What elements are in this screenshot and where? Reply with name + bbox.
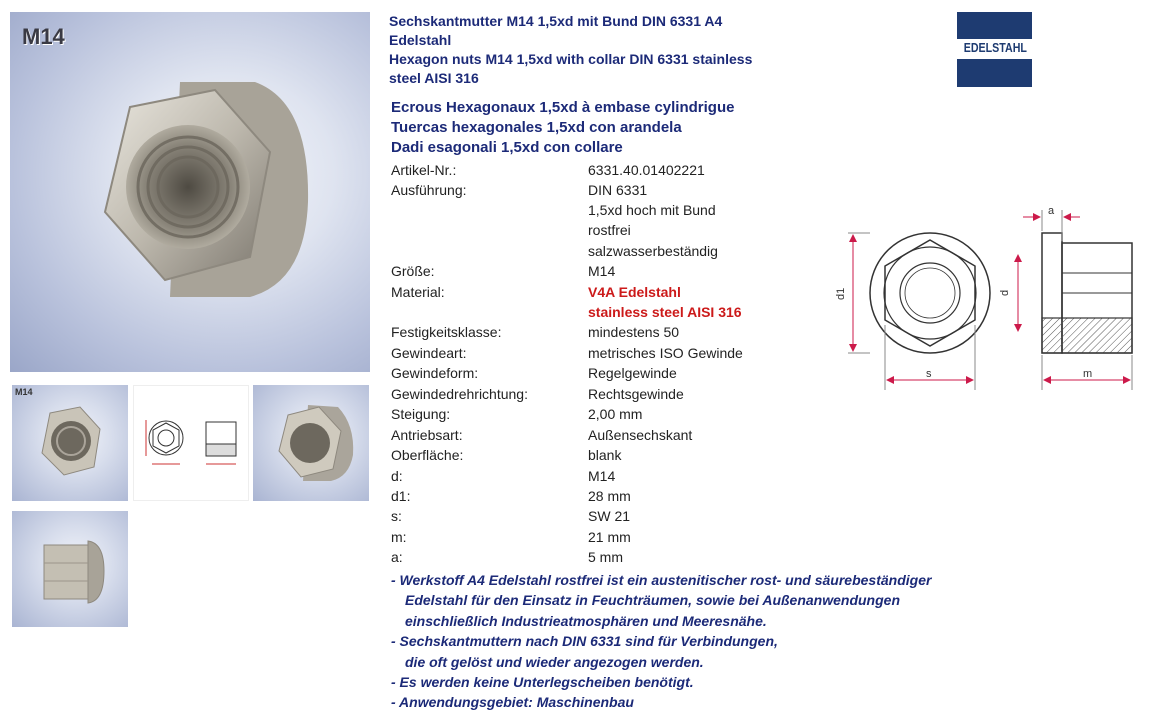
spec-label: Festigkeitsklasse: [391, 324, 502, 340]
spec-label: Gewindeart: [391, 345, 467, 361]
title-fr: Ecrous Hexagonaux 1,5xd à embase cylindrigue [391, 99, 735, 116]
spec-label: Gewindeform: [391, 365, 479, 381]
spec-label: Oberfläche: [391, 447, 464, 463]
thumbnail-photo-front[interactable] [12, 385, 128, 501]
dim-label-d: d [999, 289, 1011, 296]
technical-drawing [818, 100, 1163, 470]
drawing-thumb-icon [134, 386, 249, 501]
note-line: - Anwendungsgebiet: Maschinenbau [391, 694, 634, 710]
spec-value: M14 [588, 263, 616, 279]
title-translations [391, 98, 821, 158]
note-line: einschließlich Industrieatmosphären und Meeresnähe. [405, 613, 767, 629]
spec-value: M14 [588, 468, 616, 484]
spec-value: Außensechskant [588, 427, 693, 443]
note-line: die oft gelöst und wieder angezogen werden. [405, 654, 704, 670]
spec-value: Rechtsgewinde [588, 386, 684, 402]
thumbnail-photo-angle[interactable] [253, 385, 369, 501]
spec-value: 1,5xd hoch mit Bund [588, 202, 716, 218]
material-value: V4A Edelstahl [588, 284, 681, 300]
hex-nut-photo [10, 12, 370, 372]
front-view [870, 233, 990, 353]
title-en-line1: Hexagon nuts M14 1,5xd with collar DIN 6331 stainless [389, 51, 753, 67]
spec-label: a: [391, 549, 403, 565]
spec-value: 6331.40.01402221 [588, 162, 705, 178]
dim-label-a: a [1048, 205, 1055, 217]
spec-label: s: [391, 508, 402, 524]
edelstahl-logo [957, 12, 1032, 87]
dim-label-m: m [1083, 368, 1093, 380]
spec-label: d: [391, 468, 403, 484]
thumbnail-photo-side[interactable] [12, 511, 128, 627]
thumbnail-drawing[interactable] [133, 385, 249, 501]
spec-value: mindestens 50 [588, 324, 680, 340]
spec-label: Material: [391, 284, 445, 300]
spec-label: Gewindedrehrichtung: [391, 386, 528, 402]
spec-value: 2,00 mm [588, 406, 643, 422]
title-de-line1: Sechskantmutter M14 1,5xd mit Bund DIN 6331 A4 [389, 13, 723, 29]
spec-value: salzwasserbeständig [588, 243, 718, 259]
title-es: Tuercas hexagonales 1,5xd con arandela [391, 119, 682, 136]
note-line: Edelstahl für den Einsatz in Feuchträumen, sowie bei Außenanwendungen [405, 592, 900, 608]
spec-value: 5 mm [588, 549, 623, 565]
spec-value: rostfrei [588, 222, 631, 238]
title-german [389, 12, 829, 88]
nut-thumb-icon [12, 385, 128, 501]
spec-label: Steigung: [391, 406, 451, 422]
spec-value: metrisches ISO Gewinde [588, 345, 743, 361]
logo-text: EDELSTAHL [963, 40, 1027, 55]
spec-label: m: [391, 529, 407, 545]
title-de-line2: Edelstahl [389, 32, 452, 48]
dimension-drawing [818, 100, 1163, 470]
size-badge: M14 [22, 24, 65, 49]
spec-value: 28 mm [588, 488, 631, 504]
spec-value: blank [588, 447, 622, 463]
spec-label: Artikel-Nr.: [391, 162, 457, 178]
spec-value: Regelgewinde [588, 365, 677, 381]
material-value-en: stainless steel AISI 316 [588, 304, 742, 320]
spec-value: 21 mm [588, 529, 631, 545]
main-product-image[interactable] [10, 12, 370, 372]
spec-label: Ausführung: [391, 182, 467, 198]
title-it: Dadi esagonali 1,5xd con collare [391, 139, 623, 156]
note-line: - Es werden keine Unterlegscheiben benötigt. [391, 674, 694, 690]
note-line: - Sechskantmuttern nach DIN 6331 sind für Verbindungen, [391, 633, 778, 649]
spec-label: Größe: [391, 263, 435, 279]
thumb-size-badge: M14 [15, 387, 33, 397]
nut-side-thumb-icon [12, 511, 128, 627]
dim-label-d1: d1 [835, 287, 847, 300]
spec-value: SW 21 [588, 508, 631, 524]
nut-angle-thumb-icon [253, 385, 369, 501]
spec-label: d1: [391, 488, 411, 504]
title-en-line2: steel AISI 316 [389, 70, 479, 86]
spec-label: Antriebsart: [391, 427, 463, 443]
note-line: - Werkstoff A4 Edelstahl rostfrei ist ein austenitischer rost- und säurebeständiger [391, 572, 932, 588]
dim-label-s: s [926, 368, 932, 380]
spec-value: DIN 6331 [588, 182, 648, 198]
side-view [1042, 233, 1132, 353]
